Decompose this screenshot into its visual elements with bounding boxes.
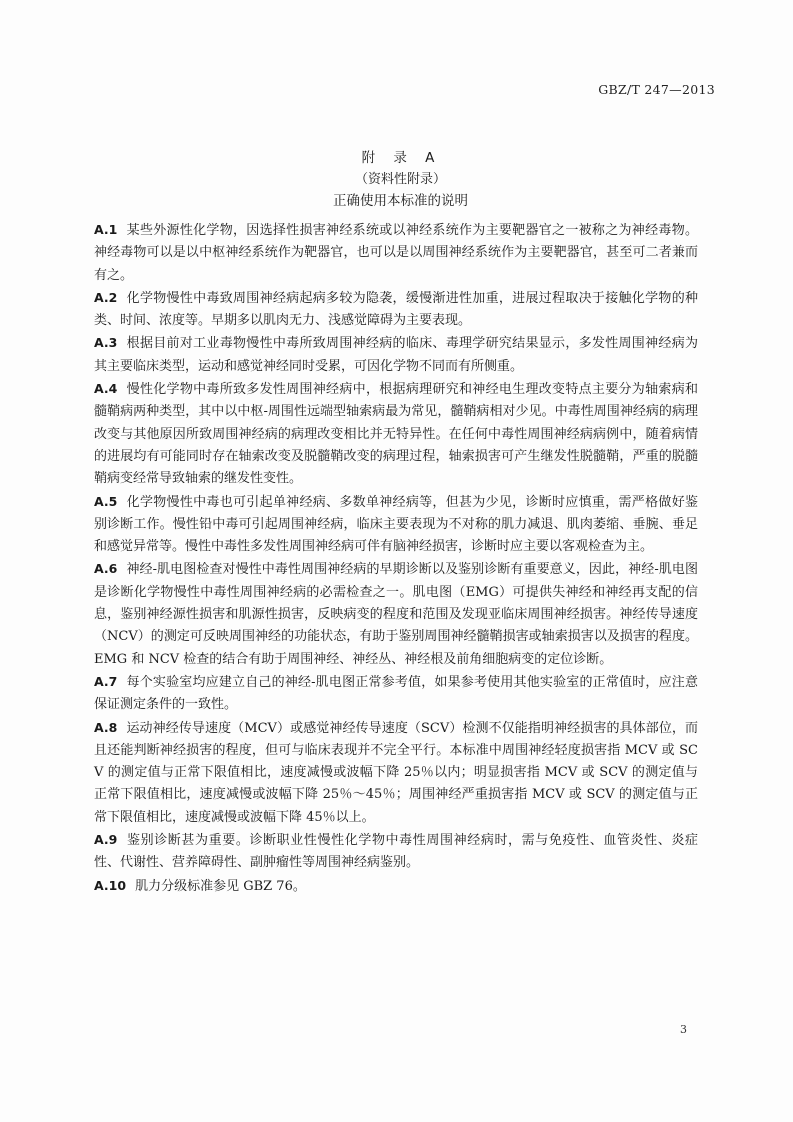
clause-a6 [94,558,698,670]
clause-text: 化学物慢性中毒致周围神经病起病多较为隐袭，缓慢渐进性加重，进展过程取决于接触化学物的种类、时间、浓度等。早期多以肌肉无力、浅感觉障碍为主要表现。 [94,290,698,329]
clause-number: A.1 [94,222,118,237]
standard-code: GBZ/T 247—2013 [598,82,715,97]
clause-a4 [94,378,698,490]
clause-text: 根据目前对工业毒物慢性中毒所致周围神经病的临床、毒理学研究结果显示，多发性周围神经病为其主要临床类型，运动和感觉神经同时受累，可因化学物不同而有所侧重。 [94,336,698,374]
clause-number: A.9 [94,832,118,848]
clause-number: A.6 [94,561,118,577]
appendix-header [0,148,793,212]
clause-number: A.7 [94,673,118,689]
clause-a7 [94,671,698,717]
appendix-heading: 正确使用本标准的说明 [333,193,468,209]
page-number: 3 [680,1023,687,1036]
clause-text: 肌力分级标准参见 GBZ 76。 [135,878,306,894]
appendix-body [94,219,698,898]
clause-number: A.3 [94,335,118,351]
clause-a9 [94,829,698,875]
clause-text: 化学物慢性中毒也可引起单神经病、多数单神经病等，但甚为少见，诊断时应慎重，需严格做好鉴别诊断工作。慢性铅中毒可引起周围神经病，临床主要表现为不对称的肌力减退、肌肉萎缩、垂腕、垂足和感觉异常等。慢性中毒性多发性周围神经病可伴有脑神经损害，诊断时应主要以客观检查为主。 [94,494,698,555]
clause-text: 神经-肌电图检查对慢性中毒性周围神经病的早期诊断以及鉴别诊断有重要意义，因此，神经-肌电图是诊断化学物慢性中毒性周围神经病的必需检查之一。肌电图（EMG）可提供失神经和神经再支配的信息，鉴别神经源性损害和肌源性损害，反映病变的程度和范围及发现亚临床周围神经损害。神经传导速度（NCV）的测定可反映周围神经的功能状态，有助于鉴别周围神经髓鞘损害或轴索损害以及损害的程度。EMG 和 NCV 检查的结合有助于周围神经、神经丛、神经根及前角细胞病变的定位诊断。 [94,562,698,667]
clause-a2 [94,287,698,333]
appendix-nature: （资料性附录） [354,172,446,187]
clause-number: A.2 [94,289,118,305]
clause-a1 [94,219,698,287]
clause-text: 某些外源性化学物，因选择性损害神经系统或以神经系统作为主要靶器官之一被称之为神经毒物。神经毒物可以是以中枢神经系统作为靶器官，也可以是以周围神经系统作为主要靶器官，甚至可二者兼而有之。 [94,223,698,283]
clause-number: A.5 [94,493,118,509]
clause-a10 [94,875,698,898]
clause-a8 [94,717,698,829]
clause-number: A.10 [94,877,127,893]
clause-number: A.4 [94,381,118,397]
clause-number: A.8 [94,719,118,735]
appendix-title: 附 录 A [361,150,442,166]
clause-text: 运动神经传导速度（MCV）或感觉神经传导速度（SCV）检测不仅能指明神经损害的具体部位，而且还能判断神经损害的程度，但可与临床表现并不完全平行。本标准中周围神经轻度损害指 MCV 或 SCV 的测定值与正常下限值相比，速度减慢或波幅下降 25％以内；明显损害指 MCV 或 SCV 的测定值与正常下限值相比，速度减慢或波幅下降 25％～45％；周围神经严重损害指 MCV 或 SCV 的测定值与正常下限值相比，速度减慢或波幅下降 45％以上。 [94,720,698,825]
clause-a5 [94,491,698,559]
clause-text: 每个实验室均应建立自己的神经-肌电图正常参考值，如果参考使用其他实验室的正常值时，应注意保证测定条件的一致性。 [94,674,698,713]
clause-text: 鉴别诊断甚为重要。诊断职业性慢性化学物中毒性周围神经病时，需与免疫性、血管炎性、炎症性、代谢性、营养障碍性、副肿瘤性等周围神经病鉴别。 [94,833,698,871]
clause-text: 慢性化学物中毒所致多发性周围神经病中，根据病理研究和神经电生理改变特点主要分为轴索病和髓鞘病两种类型，其中以中枢-周围性远端型轴索病最为常见，髓鞘病相对少见。中毒性周围神经病的病理改变与其他原因所致周围神经病的病理改变相比并无特异性。在任何中毒性周围神经病病例中，随着病情的进展均有可能同时存在轴索改变及脱髓鞘改变的病理过程，轴索损害可产生继发性脱髓鞘，严重的脱髓鞘病变经常导致轴索的继发性变性。 [94,382,698,487]
clause-a3 [94,332,698,378]
